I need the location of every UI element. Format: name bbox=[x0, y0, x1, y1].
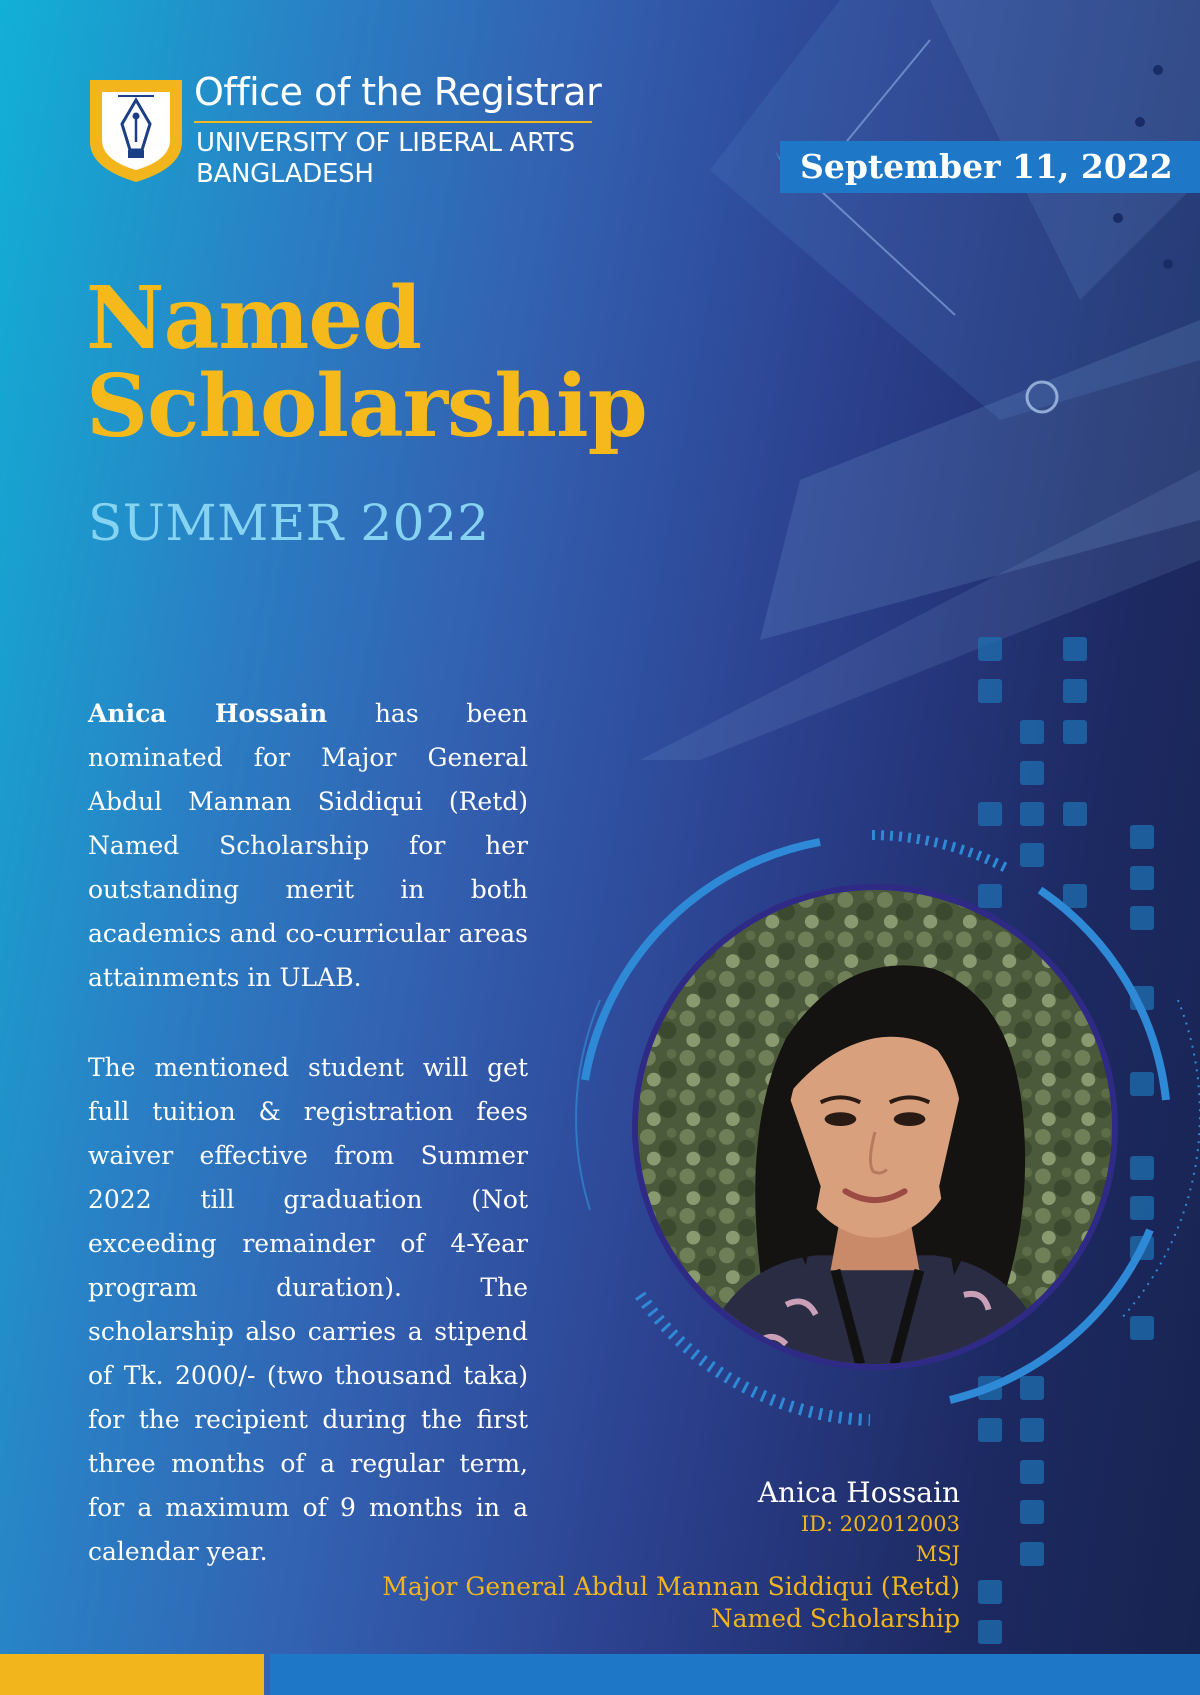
footer-bar-gold bbox=[0, 1654, 264, 1695]
footer-bar-blue bbox=[270, 1654, 1200, 1695]
nomination-text: has been nominated for Major General Abdul Mannan Siddiqui (Retd) Named Scholarship for her outstanding merit in both academics and co-curricular areas attainments in ULAB. bbox=[88, 699, 528, 992]
caption-student-name: Anica Hossain bbox=[757, 1476, 960, 1509]
title-line2: Scholarship bbox=[86, 356, 647, 457]
university-name-line2: BANGLADESH bbox=[196, 159, 374, 189]
title-line1: Named bbox=[86, 268, 422, 369]
caption-scholarship-line1: Major General Abdul Mannan Siddiqui (Retd) bbox=[382, 1572, 960, 1601]
university-name-line1: UNIVERSITY OF LIBERAL ARTS bbox=[196, 128, 575, 158]
caption-department: MSJ bbox=[915, 1542, 960, 1566]
caption-student-id: ID: 202012003 bbox=[800, 1512, 960, 1536]
term-label: SUMMER 2022 bbox=[88, 494, 490, 552]
header-divider bbox=[194, 121, 592, 123]
poster-date: September 11, 2022 bbox=[800, 147, 1173, 186]
benefits-paragraph: The mentioned student will get full tuition & registration fees waiver effective from Summer 2022 till graduation (Not exceeding remainder of 4-Year program duration). The scholarship also carries a stipend of Tk. 2000/- (two thousand taka) for the recipient during the first three months of a regular term, for a maximum of 9 months in a calendar year. bbox=[88, 1053, 528, 1566]
caption-scholarship-line2: Named Scholarship bbox=[710, 1604, 960, 1633]
student-photo bbox=[632, 884, 1118, 1370]
office-title: Office of the Registrar bbox=[194, 70, 602, 114]
nomination-paragraph bbox=[88, 692, 528, 1000]
fountain-pen-nib-crest-icon bbox=[86, 76, 186, 186]
student-name-bold: Anica Hossain bbox=[88, 699, 328, 728]
